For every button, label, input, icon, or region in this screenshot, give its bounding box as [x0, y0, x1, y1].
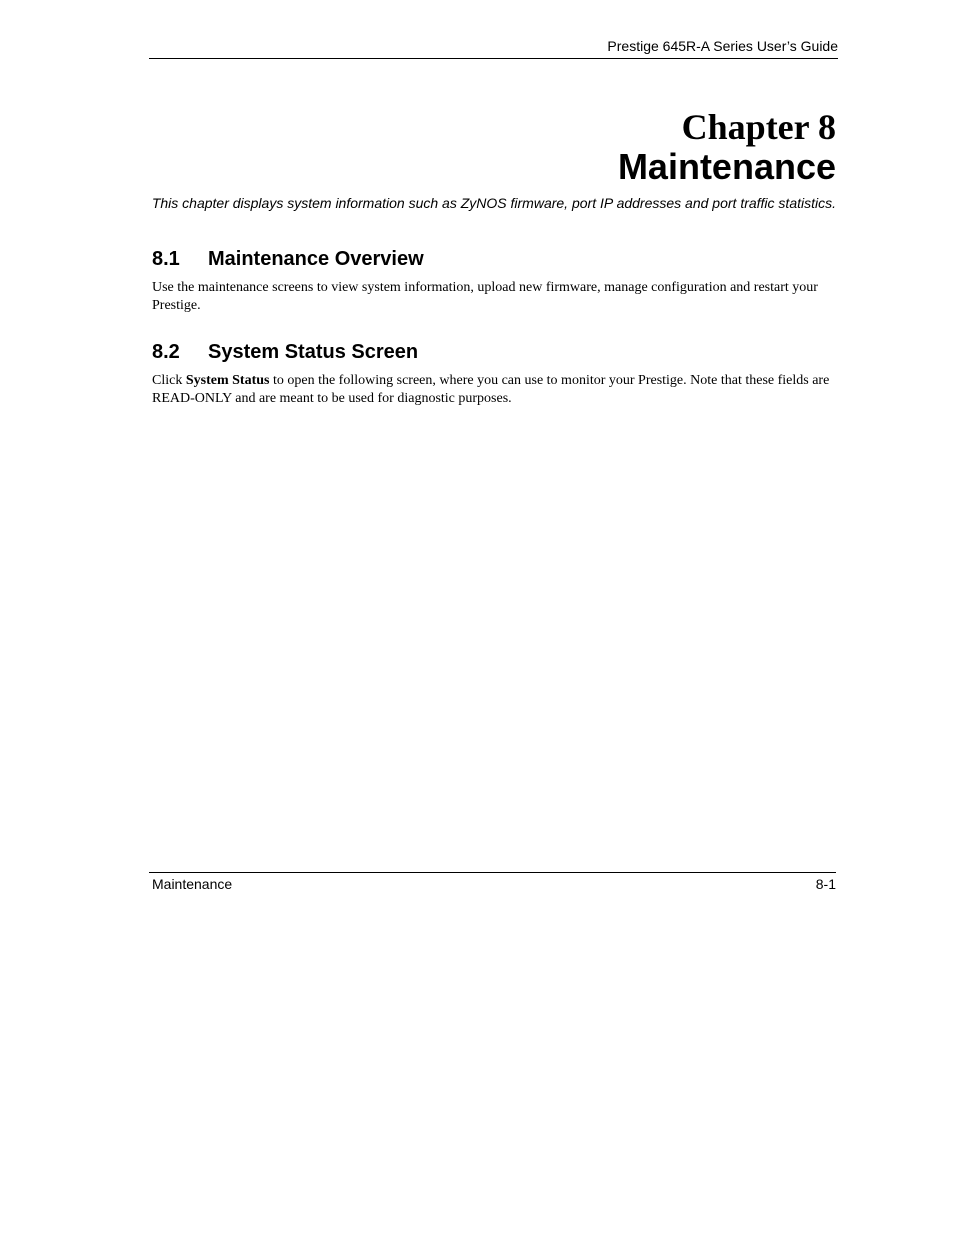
- section-paragraph: Use the maintenance screens to view system information, upload new firmware, manage configuration and restart your Prestige.: [152, 280, 818, 313]
- ui-term-system-status: System Status: [185, 373, 270, 388]
- chapter-intro: This chapter displays system information such as ZyNOS firmware, port IP addresses and port traffic statistics.: [151, 195, 836, 211]
- paragraph-text: to open the following screen, where you can use to monitor your Prestige. Note that these fields are READ-ONLY and are meant to be used for diagnostic purposes.: [152, 373, 830, 406]
- guide-title: Prestige 645R-A Series User’s Guide: [607, 38, 838, 54]
- chapter-title-block: [149, 107, 836, 212]
- section-heading: [152, 247, 836, 271]
- chapter-title: Maintenance: [617, 146, 836, 187]
- section-paragraph: [152, 372, 836, 408]
- section-title: System Status Screen: [208, 341, 419, 363]
- section-number: 8.2: [152, 341, 180, 363]
- page-footer: [149, 872, 836, 895]
- section-system-status-screen: [152, 340, 836, 408]
- chapter-number: Chapter 8: [681, 107, 836, 147]
- section-number: 8.1: [152, 248, 180, 270]
- section-heading: [152, 340, 836, 364]
- section-title: Maintenance Overview: [208, 248, 424, 270]
- section-maintenance-overview: [152, 247, 836, 315]
- footer-section-name: Maintenance: [152, 876, 233, 892]
- footer-page-number: 8-1: [815, 876, 836, 892]
- paragraph-text: Click: [152, 373, 186, 388]
- page-header: [149, 38, 838, 59]
